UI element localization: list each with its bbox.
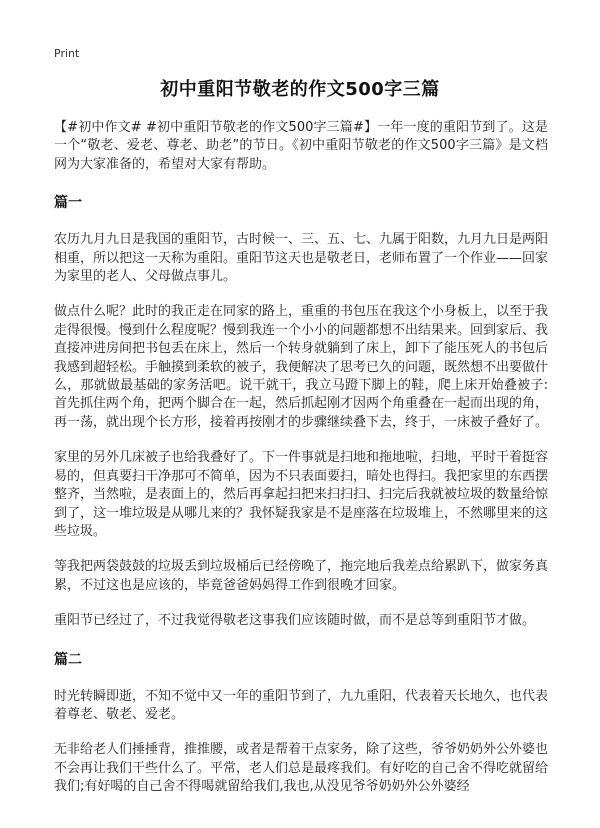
body-paragraph: 时光转瞬即逝，不知不觉中又一年的重阳节到了，九九重阳，代表着天长地久，也代表着尊老、敬老、爱老。 (54, 688, 549, 722)
article-body (54, 119, 548, 797)
body-paragraph: 无非给老人们捶捶背，推推腰，或者是帮着干点家务，除了这些，爷爷奶奶外公外婆也不会再让我们干些什么了。平常，老人们总是最疼我们。有好吃的自己舍不得吃就留给我们;有好喝的自己舍不得喝就留给我们,我也,从没见爷爷奶奶外公外婆经 (54, 742, 549, 795)
intro-paragraph: 【#初中作文# #初中重阳节敬老的作文500字三篇#】一年一度的重阳节到了。这是一个“敬老、爱老、尊老、助老”的节日。《初中重阳节敬老的作文500字三篇》是文档网为大家准备的，希望对大家有帮助。 (54, 120, 548, 172)
page-title: 初中重阳节敬老的作文500字三篇 (160, 79, 440, 100)
section-heading-2: 篇二 (54, 651, 82, 668)
body-paragraph: 做点什么呢？此时的我正走在同家的路上，重重的书包压在我这个小身板上，以至于我走得很慢。慢到什么程度呢？慢到我连一个小小的问题都想不出结果来。回到家后、我直接冲进房间把书包丢在床上，然后一个转身就躺到了床上，卸下了能压死人的书包后我感到超轻松。手触摸到柔软的被子，我便解决了思考已久的问题，既然想不出要做什么，那就做最基础的家务活吧。说干就干，我立马蹬下脚上的鞋，爬上床开始叠被子:首先抓住两个角，把两个脚合在一起，然后抓起刚才因两个角重叠在一起而出现的角，再一荡，就出现个长方形，接着再按刚才的步骤继续叠下去，终于，一床被子叠好了。 (54, 304, 549, 430)
section-heading-1: 篇一 (54, 195, 82, 212)
body-paragraph: 等我把两袋鼓鼓的垃圾丢到垃圾桶后已经傍晚了，拖完地后我差点给累趴下，做家务真累，不过这也是应该的，毕竟爸爸妈妈得工作到很晚才回家。 (54, 559, 549, 593)
body-paragraph: 重阳节已经过了，不过我觉得敬老这事我们应该随时做，而不是总等到重阳节才做。 (54, 613, 536, 629)
body-paragraph: 家里的另外几床被子也给我叠好了。下一件事就是扫地和拖地啦，扫地，平时干着挺容易的，但真要扫干净那可不简单，因为不只表面要扫，暗处也得扫。我把家里的东西摆整齐，当然啦，是表面上的，然后再拿起扫把来扫扫扫、扫完后我就被垃圾的数量给惊到了，这一堆垃圾是从哪儿来的？我怀疑我家是不是座落在垃圾堆上，不然哪里来的这些垃圾。 (54, 450, 549, 539)
print-link[interactable]: Print (54, 47, 80, 60)
body-paragraph: 农历九月九日是我国的重阳节，古时候一、三、五、七、九属于阳数，九月九日是两阳相重，所以把这一天称为重阳。重阳节这天也是敬老日，老师布置了一个作业——回家为家里的老人、父母做点事儿。 (54, 232, 549, 285)
